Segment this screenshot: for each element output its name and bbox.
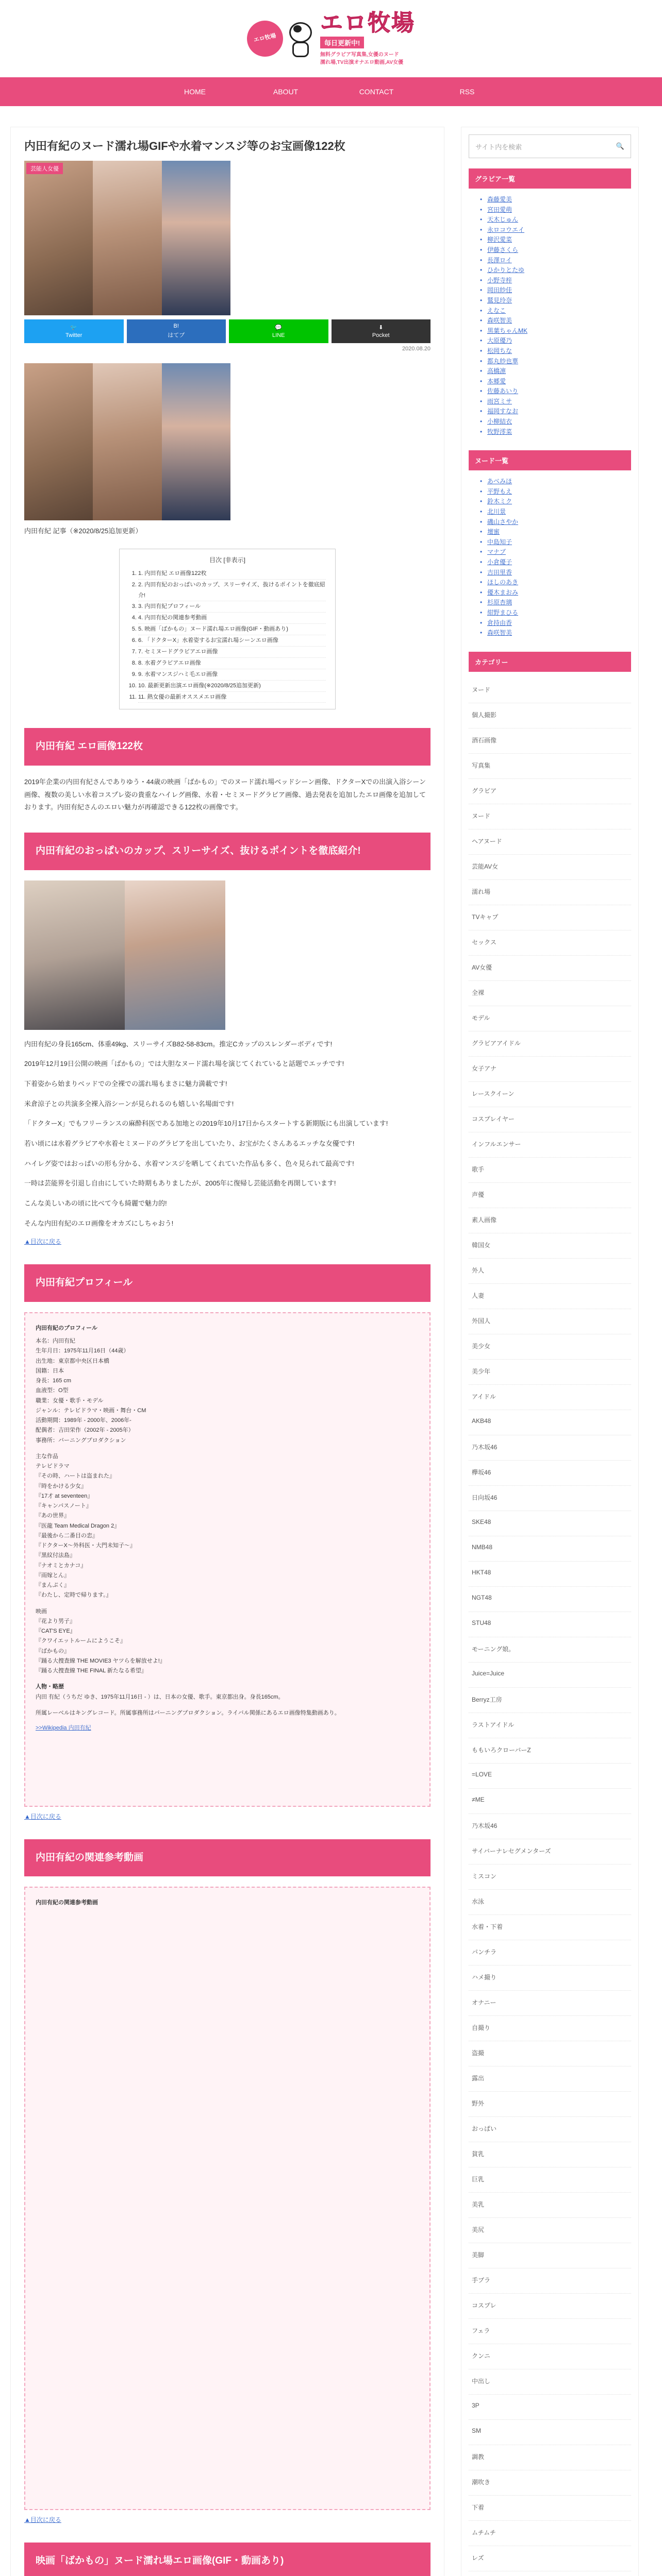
- category-item[interactable]: ヘアヌード: [469, 829, 631, 855]
- section-heading: 内田有紀 エロ画像122枚: [24, 728, 431, 766]
- global-nav: [0, 77, 662, 106]
- section-heading: 内田有紀の関連参考動画: [24, 1839, 431, 1877]
- hatena-icon: B!: [173, 323, 179, 330]
- paragraph: ハイレグ姿ではおっぱいの形も分かる、水着マンスジを晒してくれていた作品も多く、色々見られて最高です!: [24, 1159, 354, 1167]
- category-item[interactable]: 自撮り: [469, 2016, 631, 2041]
- profile-line: 『キャンパスノート』: [36, 1503, 92, 1510]
- category-item[interactable]: ハメ撮り: [469, 1965, 631, 1991]
- category-item[interactable]: 盗撮: [469, 2041, 631, 2066]
- category-item[interactable]: 美脚: [469, 2243, 631, 2268]
- category-item[interactable]: 潮吹き: [469, 2470, 631, 2496]
- nude-item[interactable]: • 鈴木ミク: [478, 497, 631, 507]
- gravure-item[interactable]: • 柳沢愛菜: [478, 235, 631, 245]
- profile-line: 『時をかける少女』: [36, 1483, 87, 1489]
- share-label: LINE: [272, 332, 285, 338]
- pocket-icon: ⬇: [378, 324, 384, 331]
- toc-item[interactable]: 6. 6. 「ドクターX」水着姿するお宝濡れ場シーンエロ画像: [138, 635, 326, 647]
- paragraph: 米倉涼子との共演多全裸入浴シーンが見られるのも嬉しい名場面です!: [24, 1099, 234, 1108]
- video-heading: 内田有紀の関連参考動画: [36, 1900, 98, 1906]
- page-title: 内田有紀のヌード濡れ場GIFや水着マンスジ等のお宝画像122枚: [24, 140, 345, 152]
- category-item[interactable]: ヌード: [469, 804, 631, 829]
- category-item[interactable]: おっぱい: [469, 2117, 631, 2142]
- category-item[interactable]: インフルエンサー: [469, 1132, 631, 1158]
- profile-line: 事務所：バーニングプロダクション: [36, 1437, 126, 1444]
- paragraph: 内田有紀の身長165cm、体重49kg、スリーサイズB82-58-83cm。推定Cカップのスレンダーボディです!: [24, 1040, 333, 1048]
- nude-item[interactable]: • ほしのあき: [478, 578, 631, 588]
- profile-line: 配偶者：吉田栄作（2002年 - 2005年）: [36, 1427, 134, 1434]
- gravure-item[interactable]: • 森咲智美: [478, 316, 631, 326]
- category-item[interactable]: コスプレ: [469, 2294, 631, 2319]
- nude-item[interactable]: • 倉持由香: [478, 618, 631, 629]
- gravure-item[interactable]: • 都丸紗也華: [478, 357, 631, 367]
- category-item[interactable]: 調教: [469, 2445, 631, 2470]
- gravure-item[interactable]: • 伊藤さくら: [478, 245, 631, 256]
- paragraph: 2019年12月19日公開の映画「ばかもの」では大胆なヌード濡れ場を演じてくれていると話題でエッチです!: [24, 1060, 344, 1068]
- category-item[interactable]: 美乳: [469, 2193, 631, 2218]
- profile-line: 『ばかもの』: [36, 1648, 70, 1654]
- profile-line: 『医龍 Team Medical Dragon 2』: [36, 1522, 120, 1529]
- profile-line: 『黒紋付法島』: [36, 1552, 75, 1559]
- profile-line: 内田 有紀（うちだ ゆき、1975年11月16日 - ）は、日本の女優、歌手。東京都出身。身長165cm。: [36, 1693, 284, 1700]
- category-item[interactable]: 酒石画像: [469, 728, 631, 754]
- category-item[interactable]: ももいろクローバーZ: [469, 1738, 631, 1764]
- category-item[interactable]: 芸能AV女: [469, 855, 631, 880]
- profile-line: 身長：165 cm: [36, 1378, 72, 1384]
- category-item[interactable]: TVキャプ: [469, 905, 631, 930]
- category-item[interactable]: 巨乳: [469, 2167, 631, 2193]
- gravure-item[interactable]: • 佐藤あいり: [478, 386, 631, 397]
- eyecatch-image: [24, 161, 230, 315]
- category-item[interactable]: 素人画像: [469, 1208, 631, 1233]
- share-buttons: [24, 319, 431, 343]
- category-item[interactable]: =LOVE: [469, 1764, 631, 1789]
- line-icon: 💬: [275, 324, 283, 331]
- category-item[interactable]: クンニ: [469, 2344, 631, 2369]
- gravure-item[interactable]: • 大原優乃: [478, 336, 631, 346]
- category-item[interactable]: 貧乳: [469, 2142, 631, 2167]
- profile-line: [36, 1676, 419, 1682]
- toc-item[interactable]: 10. 10. 最新更新出演エロ画像(※2020/8/25追加更新): [138, 681, 326, 692]
- toc-item[interactable]: 9. 9. 水着マンスジハミ毛エロ画像: [138, 669, 326, 681]
- category-item[interactable]: NGT48: [469, 1587, 631, 1612]
- category-item[interactable]: アイドル: [469, 1385, 631, 1410]
- profile-line: 『その時、ハートは盗まれた』: [36, 1473, 115, 1480]
- profile-line: 『最後から二番目の恋』: [36, 1532, 98, 1539]
- profile-line: 『ドクターX〜外科医・大門未知子〜』: [36, 1543, 136, 1549]
- category-item[interactable]: モデル: [469, 1006, 631, 1031]
- category-item[interactable]: HKT48: [469, 1562, 631, 1587]
- back-to-toc-link[interactable]: ▲目次に戻る: [24, 2516, 61, 2524]
- profile-line: 生年月日：1975年11月16日（44歳）: [36, 1348, 129, 1354]
- profile-line: [36, 1446, 419, 1452]
- profile-line: 『クワイエットルームにようこそ』: [36, 1638, 126, 1645]
- category-item[interactable]: 野外: [469, 2092, 631, 2117]
- category-item[interactable]: STU48: [469, 1612, 631, 1637]
- paragraph: 「ドクターX」でもフリーランスの麻酔科医である加地との2019年10月17日からスタートする新期版にも出演しています!: [24, 1120, 388, 1128]
- category-item[interactable]: 外国人: [469, 1309, 631, 1334]
- gravure-item[interactable]: • 雨宮ミサ: [478, 397, 631, 407]
- category-item[interactable]: 個人撮影: [469, 703, 631, 728]
- category-item[interactable]: Berryz工房: [469, 1688, 631, 1713]
- search-box[interactable]: [469, 134, 631, 158]
- logo-badge: エロ牧場: [243, 17, 286, 60]
- nav-contact[interactable]: CONTACT: [359, 88, 394, 96]
- article-image: [24, 880, 225, 1030]
- profile-line: 人物・略歴: [36, 1684, 64, 1690]
- profile-line: 『雨嫁とん』: [36, 1572, 70, 1579]
- category-item[interactable]: ヌード: [469, 678, 631, 703]
- nude-item[interactable]: • あべみほ: [478, 477, 631, 487]
- paragraph: こんな美しいあの頃に比べて今も綺麗で魅力的!: [24, 1199, 167, 1208]
- nude-item[interactable]: • 北川景: [478, 507, 631, 517]
- site-tagline: 毎日更新中!: [320, 37, 364, 48]
- section-heading: 内田有紀プロフィール: [24, 1264, 431, 1302]
- nude-list: [469, 477, 631, 638]
- nav-rss[interactable]: RSS: [459, 88, 475, 96]
- profile-line: テレビドラマ: [36, 1463, 70, 1470]
- search-icon[interactable]: 🔍: [616, 142, 624, 150]
- category-item[interactable]: ≠ME: [469, 1789, 631, 1814]
- profile-line: 血液型：O型: [36, 1387, 69, 1394]
- gravure-item[interactable]: • ひかりとたゆ: [478, 265, 631, 276]
- profile-line: [36, 1702, 419, 1708]
- share-line-button[interactable]: [229, 319, 328, 343]
- gravure-item[interactable]: • 本郷愛: [478, 377, 631, 387]
- gravure-item[interactable]: • 松岡ちな: [478, 346, 631, 357]
- category-item[interactable]: 歌手: [469, 1158, 631, 1183]
- share-twitter-button[interactable]: [24, 319, 124, 343]
- category-item[interactable]: 声優: [469, 1183, 631, 1208]
- category-list: [469, 678, 631, 2576]
- nav-about[interactable]: ABOUT: [273, 88, 299, 96]
- paragraph: そんな内田有紀のエロ画像をオカズにしちゃおう!: [24, 1219, 174, 1227]
- category-item[interactable]: グラビア: [469, 779, 631, 804]
- gravure-item[interactable]: • 岡田紗佳: [478, 285, 631, 296]
- paragraph: 2019年企業の内田有紀さんでありゆう・44歳の映画「ばかもの」でのヌード濡れ場ベッドシーン画像、ドクターXでの出演入浴シーン画像、複数の美しい水着コスプレ姿の貴重なハイレグ画像、水着・セミヌードグラビア画像、過去発表を追加したエロ画像を追加しております。内田有紀さんのエロい魅力が再確認できる122枚の画像です。: [24, 777, 426, 811]
- profile-line: 『17才 at seventeen』: [36, 1493, 93, 1499]
- category-item[interactable]: パンチラ: [469, 1940, 631, 1965]
- nude-item[interactable]: • 優木まおみ: [478, 588, 631, 598]
- category-item[interactable]: 全裸: [469, 981, 631, 1006]
- site-subline-1: 無料グラビア写真集,女優のヌード: [320, 52, 399, 58]
- profile-line: 国籍：日本: [36, 1367, 64, 1374]
- category-item[interactable]: [469, 2571, 631, 2576]
- search-input[interactable]: サイト内を検索: [475, 143, 522, 151]
- share-pocket-button[interactable]: [332, 319, 431, 343]
- nude-item[interactable]: • マナブ: [478, 547, 631, 557]
- category-item[interactable]: サイバーナレセグメンターズ: [469, 1839, 631, 1865]
- category-item[interactable]: 3P: [469, 2395, 631, 2420]
- nude-item[interactable]: • 紺野まひる: [478, 608, 631, 618]
- back-to-toc-link[interactable]: ▲目次に戻る: [24, 1238, 61, 1246]
- toc-item[interactable]: 1. 1. 内田有紀 エロ画像122枚: [138, 568, 326, 580]
- post-date: 2020.08.20: [402, 345, 431, 352]
- share-label: Pocket: [372, 332, 390, 338]
- toc-item[interactable]: 11. 11. 熱女優の最新オススメエロ画像: [138, 692, 326, 703]
- category-item[interactable]: オナニー: [469, 1991, 631, 2016]
- category-item[interactable]: Juice=Juice: [469, 1663, 631, 1688]
- nude-item[interactable]: • 小倉優子: [478, 557, 631, 568]
- category-badge[interactable]: 芸能人女優: [26, 163, 63, 174]
- share-hatena-button[interactable]: [127, 319, 226, 343]
- gravure-item[interactable]: • えなこ: [478, 306, 631, 316]
- category-item[interactable]: 乃木坂46: [469, 1435, 631, 1461]
- profile-line: 出生地：東京都中央区日本橋: [36, 1358, 109, 1364]
- section-heading: 内田有紀のおっぱいのカップ、スリーサイズ、抜けるポイントを徹底紹介!: [24, 833, 431, 870]
- toc-item[interactable]: 2. 2. 内田有紀のおっぱいのカップ、スリーサイズ、抜けるポイントを徹底紹介!: [138, 580, 326, 602]
- category-item[interactable]: フェラ: [469, 2319, 631, 2344]
- profile-line: 『あの世界』: [36, 1513, 70, 1519]
- category-item[interactable]: 中出し: [469, 2369, 631, 2395]
- category-item[interactable]: ラストアイドル: [469, 1713, 631, 1738]
- category-item[interactable]: AKB48: [469, 1410, 631, 1435]
- toc-item[interactable]: 4. 4. 内田有紀の関連参考動画: [138, 613, 326, 624]
- profile-line: 『CAT'S EYE』: [36, 1628, 76, 1635]
- gravure-item[interactable]: • 小野寺梓: [478, 276, 631, 286]
- wikipedia-link[interactable]: >>Wikipedia 内田有紀: [36, 1725, 91, 1732]
- category-item[interactable]: 人妻: [469, 1284, 631, 1309]
- section-heading: 映画「ばかもの」ヌード濡れ場エロ画像(GIF・動画あり): [24, 2543, 431, 2576]
- category-item[interactable]: ミスコン: [469, 1865, 631, 1890]
- gravure-item[interactable]: • 長澤ロイ: [478, 256, 631, 266]
- site-title: エロ牧場: [320, 10, 415, 36]
- nude-item[interactable]: • 壇蜜: [478, 527, 631, 537]
- category-item[interactable]: モーニング娘。: [469, 1637, 631, 1663]
- category-item[interactable]: コスプレイヤー: [469, 1107, 631, 1132]
- profile-line: 活動期間：1989年 - 2000年、2006年-: [36, 1417, 131, 1424]
- profile-line: 『花より男子』: [36, 1618, 75, 1624]
- cow-mascot-icon: [285, 18, 316, 59]
- category-item[interactable]: 露出: [469, 2066, 631, 2092]
- profile-line: 『踊る大捜査線 THE MOVIE3 ヤツらを解放せよ!』: [36, 1657, 166, 1664]
- profile-line: 職業：女優・歌手・モデル: [36, 1397, 104, 1404]
- category-item[interactable]: グラビアアイドル: [469, 1031, 631, 1057]
- profile-heading: 内田有紀のプロフィール: [36, 1325, 97, 1331]
- sidebar: [461, 127, 639, 2576]
- gravure-item[interactable]: • 永ロコウエイ: [478, 225, 631, 235]
- profile-line: 主な作品: [36, 1453, 58, 1460]
- profile-line: 本名：内田有紀: [36, 1338, 75, 1345]
- category-item[interactable]: 乃木坂46: [469, 1814, 631, 1839]
- category-item[interactable]: 外人: [469, 1259, 631, 1284]
- gravure-item[interactable]: • 天木じゅん: [478, 215, 631, 225]
- nude-item[interactable]: • 中島知子: [478, 537, 631, 548]
- table-of-contents: [119, 549, 336, 710]
- profile-line: [36, 1601, 419, 1607]
- image-caption: 内田有紀 記事（※2020/8/25追加更新）: [24, 527, 142, 535]
- gravure-item[interactable]: • 黒葉ちゃんMK: [478, 326, 631, 336]
- article-image: [24, 363, 230, 520]
- category-item[interactable]: 韓国女: [469, 1233, 631, 1259]
- category-item[interactable]: SM: [469, 2420, 631, 2445]
- site-subline-2: 濡れ場,TV出演オナエロ動画,AV女優: [320, 60, 404, 65]
- category-item[interactable]: レースクイーン: [469, 1082, 631, 1107]
- toc-item[interactable]: 3. 3. 内田有紀プロフィール: [138, 601, 326, 613]
- toc-list: [129, 568, 326, 703]
- paragraph: 一時は芸能界を引退し自由にしていた時期もありましたが、2005年に復帰し芸能活動を再開しています!: [24, 1179, 336, 1188]
- gravure-heading: グラビア一覧: [469, 168, 631, 189]
- category-heading: カテゴリー: [469, 652, 631, 672]
- category-item[interactable]: 水泳: [469, 1890, 631, 1915]
- gravure-item[interactable]: • 福岡すなお: [478, 406, 631, 417]
- category-item[interactable]: 美尻: [469, 2218, 631, 2243]
- category-item[interactable]: 美少女: [469, 1334, 631, 1360]
- nude-heading: ヌード一覧: [469, 450, 631, 470]
- twitter-icon: 🐦: [70, 324, 78, 331]
- nude-item[interactable]: • 磯山さやか: [478, 517, 631, 528]
- category-item[interactable]: SKE48: [469, 1511, 631, 1536]
- category-item[interactable]: 女子アナ: [469, 1057, 631, 1082]
- paragraph: 若い頃には水着グラビアや水着セミヌードのグラビアを出していたり、お宝がたくさんあるエッチな女優です!: [24, 1139, 355, 1147]
- nude-item[interactable]: • 森咲智美: [478, 628, 631, 638]
- nude-item[interactable]: • 吉田里香: [478, 568, 631, 578]
- category-item[interactable]: 濡れ場: [469, 880, 631, 905]
- gravure-list: [469, 195, 631, 437]
- gravure-item[interactable]: • 森藤愛美: [478, 195, 631, 205]
- category-item[interactable]: レズ: [469, 2546, 631, 2571]
- back-to-toc-link[interactable]: ▲目次に戻る: [24, 1812, 61, 1820]
- gravure-item[interactable]: • 牧野澪菜: [478, 427, 631, 437]
- toc-item[interactable]: 8. 8. 水着グラビアエロ画像: [138, 658, 326, 669]
- profile-line: 映画: [36, 1608, 47, 1615]
- main-content: [10, 127, 444, 2576]
- profile-box: [24, 1312, 431, 1807]
- profile-line: 『踊る大捜査線 THE FINAL 新たなる希望』: [36, 1668, 147, 1674]
- profile-line: 『ナオミとカナコ』: [36, 1562, 87, 1569]
- profile-line: 所属レーベルはキングレコード。所属事務所はバーニングプロダクション。ライバル関係にあるエロ画像特集動画あり。: [36, 1709, 340, 1716]
- site-header: [0, 0, 662, 77]
- category-item[interactable]: AV女優: [469, 956, 631, 981]
- gravure-item[interactable]: • 宮田愛萌: [478, 205, 631, 215]
- nude-item[interactable]: • 平野もえ: [478, 487, 631, 497]
- category-item[interactable]: NMB48: [469, 1536, 631, 1562]
- category-item[interactable]: 水着・下着: [469, 1915, 631, 1940]
- video-box: [24, 1887, 431, 2510]
- toc-item[interactable]: 5. 5. 映画「ばかもの」ヌード濡れ場エロ画像(GIF・動画あり): [138, 624, 326, 635]
- category-item[interactable]: ムチムチ: [469, 2521, 631, 2546]
- category-item[interactable]: 写真集: [469, 754, 631, 779]
- category-item[interactable]: セックス: [469, 930, 631, 956]
- category-item[interactable]: 下着: [469, 2496, 631, 2521]
- share-label: はてブ: [168, 332, 185, 339]
- gravure-item[interactable]: • 鷲見玲奈: [478, 296, 631, 306]
- share-label: Twitter: [65, 332, 82, 338]
- toc-title[interactable]: 目次 [非表示]: [209, 556, 245, 564]
- gravure-item[interactable]: • 小柳結衣: [478, 417, 631, 427]
- nude-item[interactable]: • 杉原杏璃: [478, 598, 631, 608]
- nav-home[interactable]: HOME: [184, 88, 206, 96]
- category-item[interactable]: 日向坂46: [469, 1486, 631, 1511]
- profile-line: 『わたし、定時で帰ります。』: [36, 1592, 112, 1599]
- category-item[interactable]: 欅坂46: [469, 1461, 631, 1486]
- category-item[interactable]: 美少年: [469, 1360, 631, 1385]
- profile-line: 『まんぷく』: [36, 1582, 70, 1589]
- gravure-item[interactable]: • 高橋凛: [478, 366, 631, 377]
- paragraph: 下着姿から始まりベッドでの全裸での濡れ場もまさに魅力満載です!: [24, 1079, 227, 1088]
- site-logo[interactable]: [247, 12, 415, 65]
- toc-item[interactable]: 7. 7. セミヌードグラビアエロ画像: [138, 647, 326, 658]
- profile-line: ジャンル：テレビドラマ・映画・舞台・CM: [36, 1407, 146, 1414]
- category-item[interactable]: 手ブラ: [469, 2268, 631, 2294]
